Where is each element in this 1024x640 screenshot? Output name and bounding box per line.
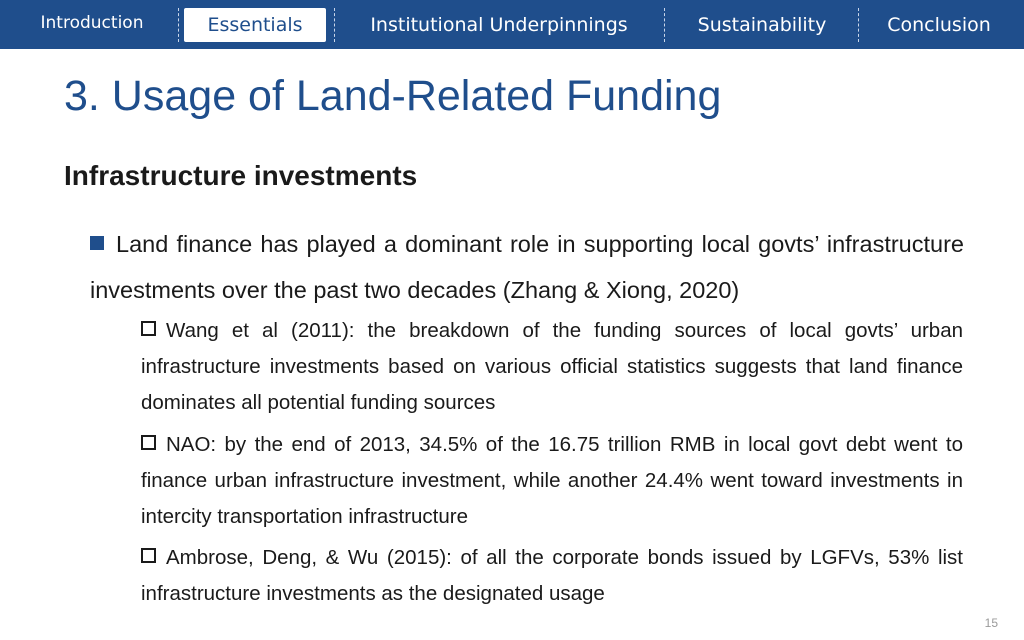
sub-bullet-text: Wang et al (2011): the breakdown of the funding sources of local govts’ urban infrastructure investments based on various official statistics suggests that land finance dominates all potential funding sources [141, 319, 963, 414]
main-bullet-text: Land finance has played a dominant role in supporting local govts’ infrastructure investments over the past two decades (Zhang & Xiong, 2020) [90, 231, 964, 303]
nav-separator [858, 8, 859, 42]
nav-tab-introduction[interactable]: Introduction [40, 13, 144, 33]
square-bullet-icon [90, 236, 104, 250]
nav-separator [178, 8, 179, 42]
top-navigation-bar [0, 0, 1024, 49]
slide-title: 3. Usage of Land-Related Funding [64, 72, 722, 120]
nav-tab-sustainability[interactable]: Sustainability [697, 14, 827, 36]
sub-bullet-text: NAO: by the end of 2013, 34.5% of the 16.75 trillion RMB in local govt debt went to finance urban infrastructure investment, while another 24.4% went toward investments in intercity transportation infrastructure [141, 433, 963, 528]
sub-bullet-wang [141, 313, 963, 421]
sub-bullet-text: Ambrose, Deng, & Wu (2015): of all the corporate bonds issued by LGFVs, 53% list infrastructure investments as the designated usage [141, 546, 963, 605]
nav-separator [334, 8, 335, 42]
sub-bullet-nao [141, 427, 963, 535]
main-bullet [90, 221, 964, 313]
hollow-square-bullet-icon [141, 435, 156, 450]
nav-tab-institutional-underpinnings[interactable]: Institutional Underpinnings [370, 14, 628, 36]
nav-tab-conclusion[interactable]: Conclusion [887, 14, 991, 36]
page-number: 15 [984, 616, 998, 630]
sub-bullet-ambrose [141, 540, 963, 612]
nav-separator [664, 8, 665, 42]
hollow-square-bullet-icon [141, 548, 156, 563]
nav-tab-essentials[interactable]: Essentials [184, 8, 326, 42]
hollow-square-bullet-icon [141, 321, 156, 336]
section-subheading: Infrastructure investments [64, 160, 418, 191]
